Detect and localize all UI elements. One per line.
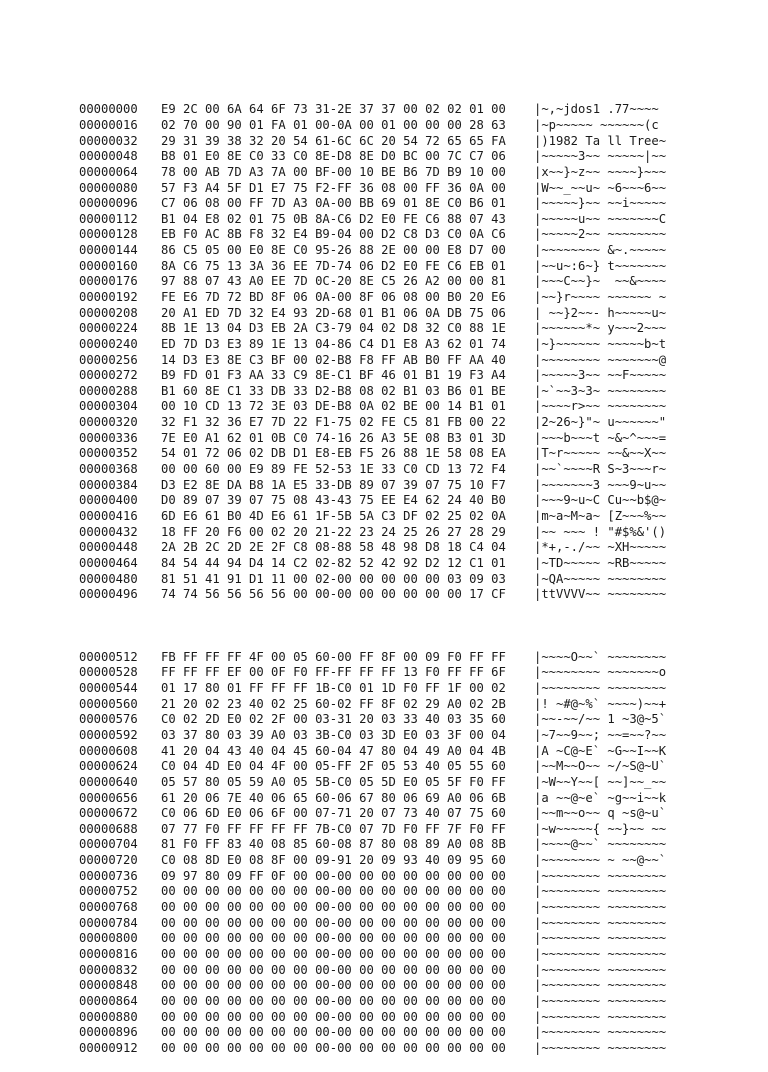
row-hex-bytes: FB FF FF FF 4F 00 05 60-00 FF 8F 00 09 F0 FF FF <box>161 649 506 664</box>
row-ascii: |)1982 Ta ll Tree~ <box>534 133 667 148</box>
row-hex-bytes: 00 00 00 00 00 00 00 00-00 00 00 00 00 00 00 00 <box>161 900 506 915</box>
row-hex-bytes: 41 20 04 43 40 04 45 60-04 47 80 04 49 A0 04 4B <box>161 743 506 758</box>
row-ascii: |~~~~O~~` ~~~~~~~~ <box>534 649 667 664</box>
row-ascii: |~~~~@~~` ~~~~~~~~ <box>534 837 667 852</box>
row-ascii: |~~~~~~~~ ~~~~~~~~ <box>534 1009 667 1024</box>
row-hex-bytes: 32 F1 32 36 E7 7D 22 F1-75 02 FE C5 81 FB 00 22 <box>161 415 506 430</box>
row-offset: 00000896 <box>79 1025 138 1040</box>
row-offset: 00000448 <box>79 540 138 555</box>
hex-dump-row <box>79 227 666 243</box>
hex-dump-row <box>79 509 666 525</box>
row-hex-bytes: 84 54 44 94 D4 14 C2 02-82 52 42 92 D2 12 C1 01 <box>161 555 506 570</box>
hex-dump-row <box>79 321 666 337</box>
row-ascii: |W~~_~~u~ ~6~~~6~~ <box>534 180 667 195</box>
row-ascii: |~~~~~}~~ ~~i~~~~~ <box>534 196 667 211</box>
row-offset: 00000416 <box>79 508 138 523</box>
row-offset: 00000864 <box>79 993 138 1008</box>
row-ascii: |~~u~:6~} t~~~~~~~ <box>534 258 667 273</box>
row-offset: 00000656 <box>79 790 138 805</box>
hex-dump-row <box>79 431 666 447</box>
row-ascii: |~}~~~~~~ ~~~~~b~t <box>534 336 667 351</box>
hex-dump-row <box>79 478 666 494</box>
row-hex-bytes: 09 97 80 09 FF 0F 00 00-00 00 00 00 00 00 00 00 <box>161 868 506 883</box>
row-offset: 00000256 <box>79 352 138 367</box>
hex-dump-row <box>79 149 666 165</box>
hex-dump-row <box>79 134 666 150</box>
row-ascii: |~~~~~~~~ ~~~~~~~~ <box>534 962 667 977</box>
row-ascii: |~~~C~~}~ ~~&~~~~ <box>534 274 667 289</box>
row-hex-bytes: 00 00 00 00 00 00 00 00-00 00 00 00 00 00 00 00 <box>161 962 506 977</box>
row-offset: 00000096 <box>79 196 138 211</box>
hex-dump-row <box>79 384 666 400</box>
row-hex-bytes: 00 00 00 00 00 00 00 00-00 00 00 00 00 00 00 00 <box>161 931 506 946</box>
hex-dump-row <box>79 556 666 572</box>
row-ascii: |x~~}~z~~ ~~~~}~~~ <box>534 164 667 179</box>
row-offset: 00000576 <box>79 712 138 727</box>
row-hex-bytes: 14 D3 E3 8E C3 BF 00 02-B8 F8 FF AB B0 FF AA 40 <box>161 352 506 367</box>
row-offset: 00000080 <box>79 180 138 195</box>
row-ascii: |~~~~~~~~ ~~~~~~~~ <box>534 915 667 930</box>
row-hex-bytes: 05 57 80 05 59 A0 05 5B-C0 05 5D E0 05 5F F0 FF <box>161 774 506 789</box>
row-offset: 00000048 <box>79 149 138 164</box>
row-ascii: |~p~~~~~ ~~~~~~(c <box>534 117 659 132</box>
row-ascii: |A ~C@~E` ~G~~I~~K <box>534 743 667 758</box>
row-ascii: |~7~~9~~; ~~=~~?~~ <box>534 727 667 742</box>
row-hex-bytes: 78 00 AB 7D A3 7A 00 BF-00 10 BE B6 7D B9 10 00 <box>161 164 506 179</box>
row-hex-bytes: 61 20 06 7E 40 06 65 60-06 67 80 06 69 A0 06 6B <box>161 790 506 805</box>
row-offset: 00000816 <box>79 946 138 961</box>
row-offset: 00000768 <box>79 900 138 915</box>
row-offset: 00000016 <box>79 117 138 132</box>
row-offset: 00000608 <box>79 743 138 758</box>
hex-dump-row <box>79 837 666 853</box>
hex-dump-row <box>79 572 666 588</box>
row-ascii: |~TD~~~~~ ~RB~~~~~ <box>534 555 667 570</box>
row-ascii: |~~~~~~~~ &~.~~~~~ <box>534 243 667 258</box>
hex-dump-row <box>79 462 666 478</box>
hex-dump-row <box>79 1041 666 1057</box>
row-hex-bytes: 74 74 56 56 56 56 00 00-00 00 00 00 00 00 17 CF <box>161 587 506 602</box>
row-ascii: |~~~b~~~t ~&~^~~~= <box>534 430 667 445</box>
row-offset: 00000400 <box>79 493 138 508</box>
row-offset: 00000848 <box>79 978 138 993</box>
row-hex-bytes: 7E E0 A1 62 01 0B C0 74-16 26 A3 5E 08 B3 01 3D <box>161 430 506 445</box>
row-ascii: |~~~~~~~~ ~~~~~~~~ <box>534 993 667 1008</box>
row-ascii: |! ~#@~%` ~~~~)~~+ <box>534 696 667 711</box>
row-ascii: |~w~~~~~{ ~~}~~ ~~ <box>534 821 667 836</box>
hex-dump-row <box>79 650 666 666</box>
hex-dump-row <box>79 900 666 916</box>
row-hex-bytes: D0 89 07 39 07 75 08 43-43 75 EE E4 62 24 40 B0 <box>161 493 506 508</box>
hex-dump-row <box>79 853 666 869</box>
hex-dump-row <box>79 290 666 306</box>
row-hex-bytes: 8A C6 75 13 3A 36 EE 7D-74 06 D2 E0 FE C6 EB 01 <box>161 258 506 273</box>
hex-dump-row <box>79 306 666 322</box>
row-offset: 00000544 <box>79 681 138 696</box>
row-hex-bytes: C0 02 2D E0 02 2F 00 03-31 20 03 33 40 03 35 60 <box>161 712 506 727</box>
row-offset: 00000112 <box>79 211 138 226</box>
row-offset: 00000032 <box>79 133 138 148</box>
row-offset: 00000784 <box>79 915 138 930</box>
row-offset: 00000128 <box>79 227 138 242</box>
hex-dump-row <box>79 931 666 947</box>
hex-dump-row <box>79 181 666 197</box>
row-offset: 00000176 <box>79 274 138 289</box>
hex-dump-row <box>79 337 666 353</box>
row-offset: 00000272 <box>79 368 138 383</box>
hex-dump-row <box>79 697 666 713</box>
row-ascii: |~~~~r>~~ ~~~~~~~~ <box>534 399 667 414</box>
row-hex-bytes: 86 C5 05 00 E0 8E C0 95-26 88 2E 00 00 E8 D7 00 <box>161 243 506 258</box>
row-hex-bytes: 21 20 02 23 40 02 25 60-02 FF 8F 02 29 A0 02 2B <box>161 696 506 711</box>
row-ascii: |~QA~~~~~ ~~~~~~~~ <box>534 571 667 586</box>
row-hex-bytes: 00 10 CD 13 72 3E 03 DE-B8 0A 02 BE 00 14 B1 01 <box>161 399 506 414</box>
row-offset: 00000672 <box>79 806 138 821</box>
row-ascii: |~W~~Y~~[ ~~]~~_~~ <box>534 774 667 789</box>
hex-dump-row <box>79 368 666 384</box>
row-hex-bytes: 00 00 60 00 E9 89 FE 52-53 1E 33 C0 CD 13 72 F4 <box>161 462 506 477</box>
hex-dump-row <box>79 415 666 431</box>
hex-dump-row <box>79 884 666 900</box>
row-hex-bytes: 03 37 80 03 39 A0 03 3B-C0 03 3D E0 03 3F 00 04 <box>161 727 506 742</box>
row-offset: 00000688 <box>79 821 138 836</box>
hex-dump-row <box>79 916 666 932</box>
row-offset: 00000528 <box>79 665 138 680</box>
row-offset: 00000240 <box>79 336 138 351</box>
row-ascii: |m~a~M~a~ [Z~~~%~~ <box>534 508 667 523</box>
row-hex-bytes: 54 01 72 06 02 DB D1 E8-EB F5 26 88 1E 58 08 EA <box>161 446 506 461</box>
row-offset: 00000704 <box>79 837 138 852</box>
hex-dump-row <box>79 353 666 369</box>
row-offset: 00000224 <box>79 321 138 336</box>
row-hex-bytes: ED 7D D3 E3 89 1E 13 04-86 C4 D1 E8 A3 62 01 74 <box>161 336 506 351</box>
hex-dump-block-boot-sector <box>79 102 666 603</box>
hex-dump-row <box>79 259 666 275</box>
row-ascii: |~,~jdos1 .77~~~~ <box>534 102 659 117</box>
row-ascii: |~~~~~3~~ ~~~~~|~~ <box>534 149 667 164</box>
hex-dump-row <box>79 759 666 775</box>
row-ascii: |~~~~~~~~ ~~~~~~~~ <box>534 681 667 696</box>
row-offset: 00000160 <box>79 258 138 273</box>
hex-dump-row <box>79 212 666 228</box>
row-offset: 00000432 <box>79 524 138 539</box>
row-hex-bytes: C7 06 08 00 FF 7D A3 0A-00 BB 69 01 8E C0 B6 01 <box>161 196 506 211</box>
row-hex-bytes: E9 2C 00 6A 64 6F 73 31-2E 37 37 00 02 02 01 00 <box>161 102 506 117</box>
row-hex-bytes: C0 06 6D E0 06 6F 00 07-71 20 07 73 40 07 75 60 <box>161 806 506 821</box>
hex-dump-row <box>79 978 666 994</box>
row-hex-bytes: 00 00 00 00 00 00 00 00-00 00 00 00 00 00 00 00 <box>161 1025 506 1040</box>
hex-dump-row <box>79 446 666 462</box>
row-offset: 00000000 <box>79 102 138 117</box>
row-offset: 00000352 <box>79 446 138 461</box>
row-hex-bytes: 2A 2B 2C 2D 2E 2F C8 08-88 58 48 98 D8 18 C4 04 <box>161 540 506 555</box>
row-ascii: |~~~~~~~~ ~~~~~~~~ <box>534 884 667 899</box>
row-ascii: |*+,-./~~ ~XH~~~~~ <box>534 540 667 555</box>
row-hex-bytes: C0 08 8D E0 08 8F 00 09-91 20 09 93 40 09 95 60 <box>161 853 506 868</box>
row-hex-bytes: 00 00 00 00 00 00 00 00-00 00 00 00 00 00 00 00 <box>161 946 506 961</box>
row-hex-bytes: B1 60 8E C1 33 DB 33 D2-B8 08 02 B1 03 B6 01 BE <box>161 383 506 398</box>
row-ascii: |~`~~3~3~ ~~~~~~~~ <box>534 383 667 398</box>
row-offset: 00000336 <box>79 430 138 445</box>
hex-dump-row <box>79 493 666 509</box>
row-hex-bytes: B9 FD 01 F3 AA 33 C9 8E-C1 BF 46 01 B1 19 F3 A4 <box>161 368 506 383</box>
hex-dump-row <box>79 963 666 979</box>
row-hex-bytes: 00 00 00 00 00 00 00 00-00 00 00 00 00 00 00 00 <box>161 884 506 899</box>
hex-dump-row <box>79 525 666 541</box>
row-offset: 00000464 <box>79 555 138 570</box>
row-offset: 00000752 <box>79 884 138 899</box>
row-offset: 00000736 <box>79 868 138 883</box>
row-offset: 00000912 <box>79 1040 138 1055</box>
row-hex-bytes: D3 E2 8E DA B8 1A E5 33-DB 89 07 39 07 75 10 F7 <box>161 477 506 492</box>
row-ascii: |a ~~@~e` ~g~~i~~k <box>534 790 667 805</box>
hex-dump-row <box>79 196 666 212</box>
hex-dump-row <box>79 681 666 697</box>
row-hex-bytes: B8 01 E0 8E C0 33 C0 8E-D8 8E D0 BC 00 7C C7 06 <box>161 149 506 164</box>
row-hex-bytes: 6D E6 61 B0 4D E6 61 1F-5B 5A C3 DF 02 25 02 0A <box>161 508 506 523</box>
row-offset: 00000144 <box>79 243 138 258</box>
row-hex-bytes: 07 77 F0 FF FF FF FF 7B-C0 07 7D F0 FF 7F F0 FF <box>161 821 506 836</box>
row-offset: 00000384 <box>79 477 138 492</box>
row-ascii: |~~~~~~~~ ~~~~~~~~ <box>534 978 667 993</box>
hex-dump-row <box>79 869 666 885</box>
row-ascii: |~~~~~~~~ ~~~~~~~~ <box>534 1025 667 1040</box>
row-ascii: |ttVVVV~~ ~~~~~~~~ <box>534 587 667 602</box>
row-offset: 00000304 <box>79 399 138 414</box>
row-offset: 00000800 <box>79 931 138 946</box>
row-ascii: |~~~~~~~~ ~~~~~~~o <box>534 665 667 680</box>
row-offset: 00000512 <box>79 649 138 664</box>
hex-dump-block-fat <box>79 650 666 1057</box>
hex-dump-row <box>79 102 666 118</box>
row-ascii: |~~~~~~~~ ~~~~~~~~ <box>534 900 667 915</box>
row-offset: 00000560 <box>79 696 138 711</box>
row-offset: 00000368 <box>79 462 138 477</box>
row-hex-bytes: 01 17 80 01 FF FF FF 1B-C0 01 1D F0 FF 1F 00 02 <box>161 681 506 696</box>
row-hex-bytes: FF FF FF EF 00 0F F0 FF-FF FF FF 13 F0 FF FF 6F <box>161 665 506 680</box>
row-hex-bytes: EB F0 AC 8B F8 32 E4 B9-04 00 D2 C8 D3 C0 0A C6 <box>161 227 506 242</box>
row-ascii: |~~~~~~~~ ~~~~~~~~ <box>534 946 667 961</box>
row-hex-bytes: 00 00 00 00 00 00 00 00-00 00 00 00 00 00 00 00 <box>161 978 506 993</box>
row-hex-bytes: 00 00 00 00 00 00 00 00-00 00 00 00 00 00 00 00 <box>161 915 506 930</box>
hex-dump-row <box>79 118 666 134</box>
row-ascii: |~~~~~~~3 ~~~9~u~~ <box>534 477 667 492</box>
hex-dump-row <box>79 791 666 807</box>
row-offset: 00000640 <box>79 774 138 789</box>
row-ascii: |~~~~~u~~ ~~~~~~~C <box>534 211 667 226</box>
row-ascii: |~~}r~~~~ ~~~~~~ ~ <box>534 290 667 304</box>
row-ascii: |~~~~~~*~ y~~~2~~~ <box>534 321 667 336</box>
row-offset: 00000192 <box>79 290 138 304</box>
row-offset: 00000480 <box>79 571 138 586</box>
row-offset: 00000320 <box>79 415 138 430</box>
row-ascii: |~~~9~u~C Cu~~b$@~ <box>534 493 667 508</box>
hex-dump-row <box>79 540 666 556</box>
row-hex-bytes: 00 00 00 00 00 00 00 00-00 00 00 00 00 00 00 00 <box>161 1040 506 1055</box>
hex-dump-row <box>79 947 666 963</box>
row-ascii: |~~~~~~~~ ~~~~~~~@ <box>534 352 667 367</box>
row-ascii: |~~M~~O~~ ~/~S@~U` <box>534 759 667 774</box>
row-ascii: |~~-~~/~~ 1 ~3@~5` <box>534 712 667 727</box>
hex-dump-row <box>79 243 666 259</box>
row-hex-bytes: B1 04 E8 02 01 75 0B 8A-C6 D2 E0 FE C6 88 07 43 <box>161 211 506 226</box>
row-hex-bytes: 97 88 07 43 A0 EE 7D 0C-20 8E C5 26 A2 00 00 81 <box>161 274 506 289</box>
row-hex-bytes: 81 51 41 91 D1 11 00 02-00 00 00 00 00 03 09 03 <box>161 571 506 586</box>
hex-dump-row <box>79 274 666 290</box>
row-offset: 00000208 <box>79 305 138 320</box>
hex-dump <box>79 71 666 1072</box>
row-ascii: |~~ ~~~ ! "#$%&'() <box>534 524 667 539</box>
row-ascii: |~~~~~~~~ ~ ~~@~~` <box>534 853 667 868</box>
row-ascii: |2~26~}"~ u~~~~~~" <box>534 415 667 430</box>
row-offset: 00000624 <box>79 759 138 774</box>
row-hex-bytes: 29 31 39 38 32 20 54 61-6C 6C 20 54 72 65 65 FA <box>161 133 506 148</box>
row-ascii: |~~~~~3~~ ~~F~~~~~ <box>534 368 667 383</box>
row-offset: 00000720 <box>79 853 138 868</box>
row-offset: 00000496 <box>79 587 138 602</box>
hex-dump-row <box>79 806 666 822</box>
row-hex-bytes: 00 00 00 00 00 00 00 00-00 00 00 00 00 00 00 00 <box>161 1009 506 1024</box>
row-hex-bytes: 8B 1E 13 04 D3 EB 2A C3-79 04 02 D8 32 C0 88 1E <box>161 321 506 336</box>
row-hex-bytes: C0 04 4D E0 04 4F 00 05-FF 2F 05 53 40 05 55 60 <box>161 759 506 774</box>
hex-dump-row <box>79 994 666 1010</box>
row-ascii: | ~~}2~~- h~~~~~u~ <box>534 305 667 320</box>
hex-dump-row <box>79 822 666 838</box>
row-ascii: |~~~~~~~~ ~~~~~~~~ <box>534 868 667 883</box>
row-ascii: |~~~~~2~~ ~~~~~~~~ <box>534 227 667 242</box>
row-ascii: |~~~~~~~~ ~~~~~~~~ <box>534 931 667 946</box>
row-ascii: |T~r~~~~~ ~~&~~X~~ <box>534 446 667 461</box>
hex-dump-row <box>79 744 666 760</box>
row-offset: 00000288 <box>79 383 138 398</box>
hex-dump-row <box>79 1010 666 1026</box>
row-offset: 00000880 <box>79 1009 138 1024</box>
row-hex-bytes: 18 FF 20 F6 00 02 20 21-22 23 24 25 26 27 28 29 <box>161 524 506 539</box>
row-hex-bytes: 20 A1 ED 7D 32 E4 93 2D-68 01 B1 06 0A DB 75 06 <box>161 305 506 320</box>
hex-dump-row <box>79 728 666 744</box>
row-ascii: |~~~~~~~~ ~~~~~~~~ <box>534 1040 667 1055</box>
hex-dump-row <box>79 1025 666 1041</box>
row-ascii: |~~`~~~~R S~3~~~r~ <box>534 462 667 477</box>
hex-dump-row <box>79 165 666 181</box>
hex-dump-row <box>79 399 666 415</box>
row-hex-bytes: FE E6 7D 72 BD 8F 06 0A-00 8F 06 08 00 B0 20 E6 <box>161 290 506 304</box>
row-offset: 00000592 <box>79 727 138 742</box>
row-ascii: |~~m~~o~~ q ~s@~u` <box>534 806 667 821</box>
row-hex-bytes: 57 F3 A4 5F D1 E7 75 F2-FF 36 08 00 FF 36 0A 00 <box>161 180 506 195</box>
row-offset: 00000064 <box>79 164 138 179</box>
row-hex-bytes: 02 70 00 90 01 FA 01 00-0A 00 01 00 00 00 28 63 <box>161 117 506 132</box>
hex-dump-row <box>79 587 666 603</box>
hex-dump-row <box>79 775 666 791</box>
row-hex-bytes: 81 F0 FF 83 40 08 85 60-08 87 80 08 89 A0 08 8B <box>161 837 506 852</box>
hex-dump-row <box>79 665 666 681</box>
row-offset: 00000832 <box>79 962 138 977</box>
hex-dump-row <box>79 712 666 728</box>
row-hex-bytes: 00 00 00 00 00 00 00 00-00 00 00 00 00 00 00 00 <box>161 993 506 1008</box>
